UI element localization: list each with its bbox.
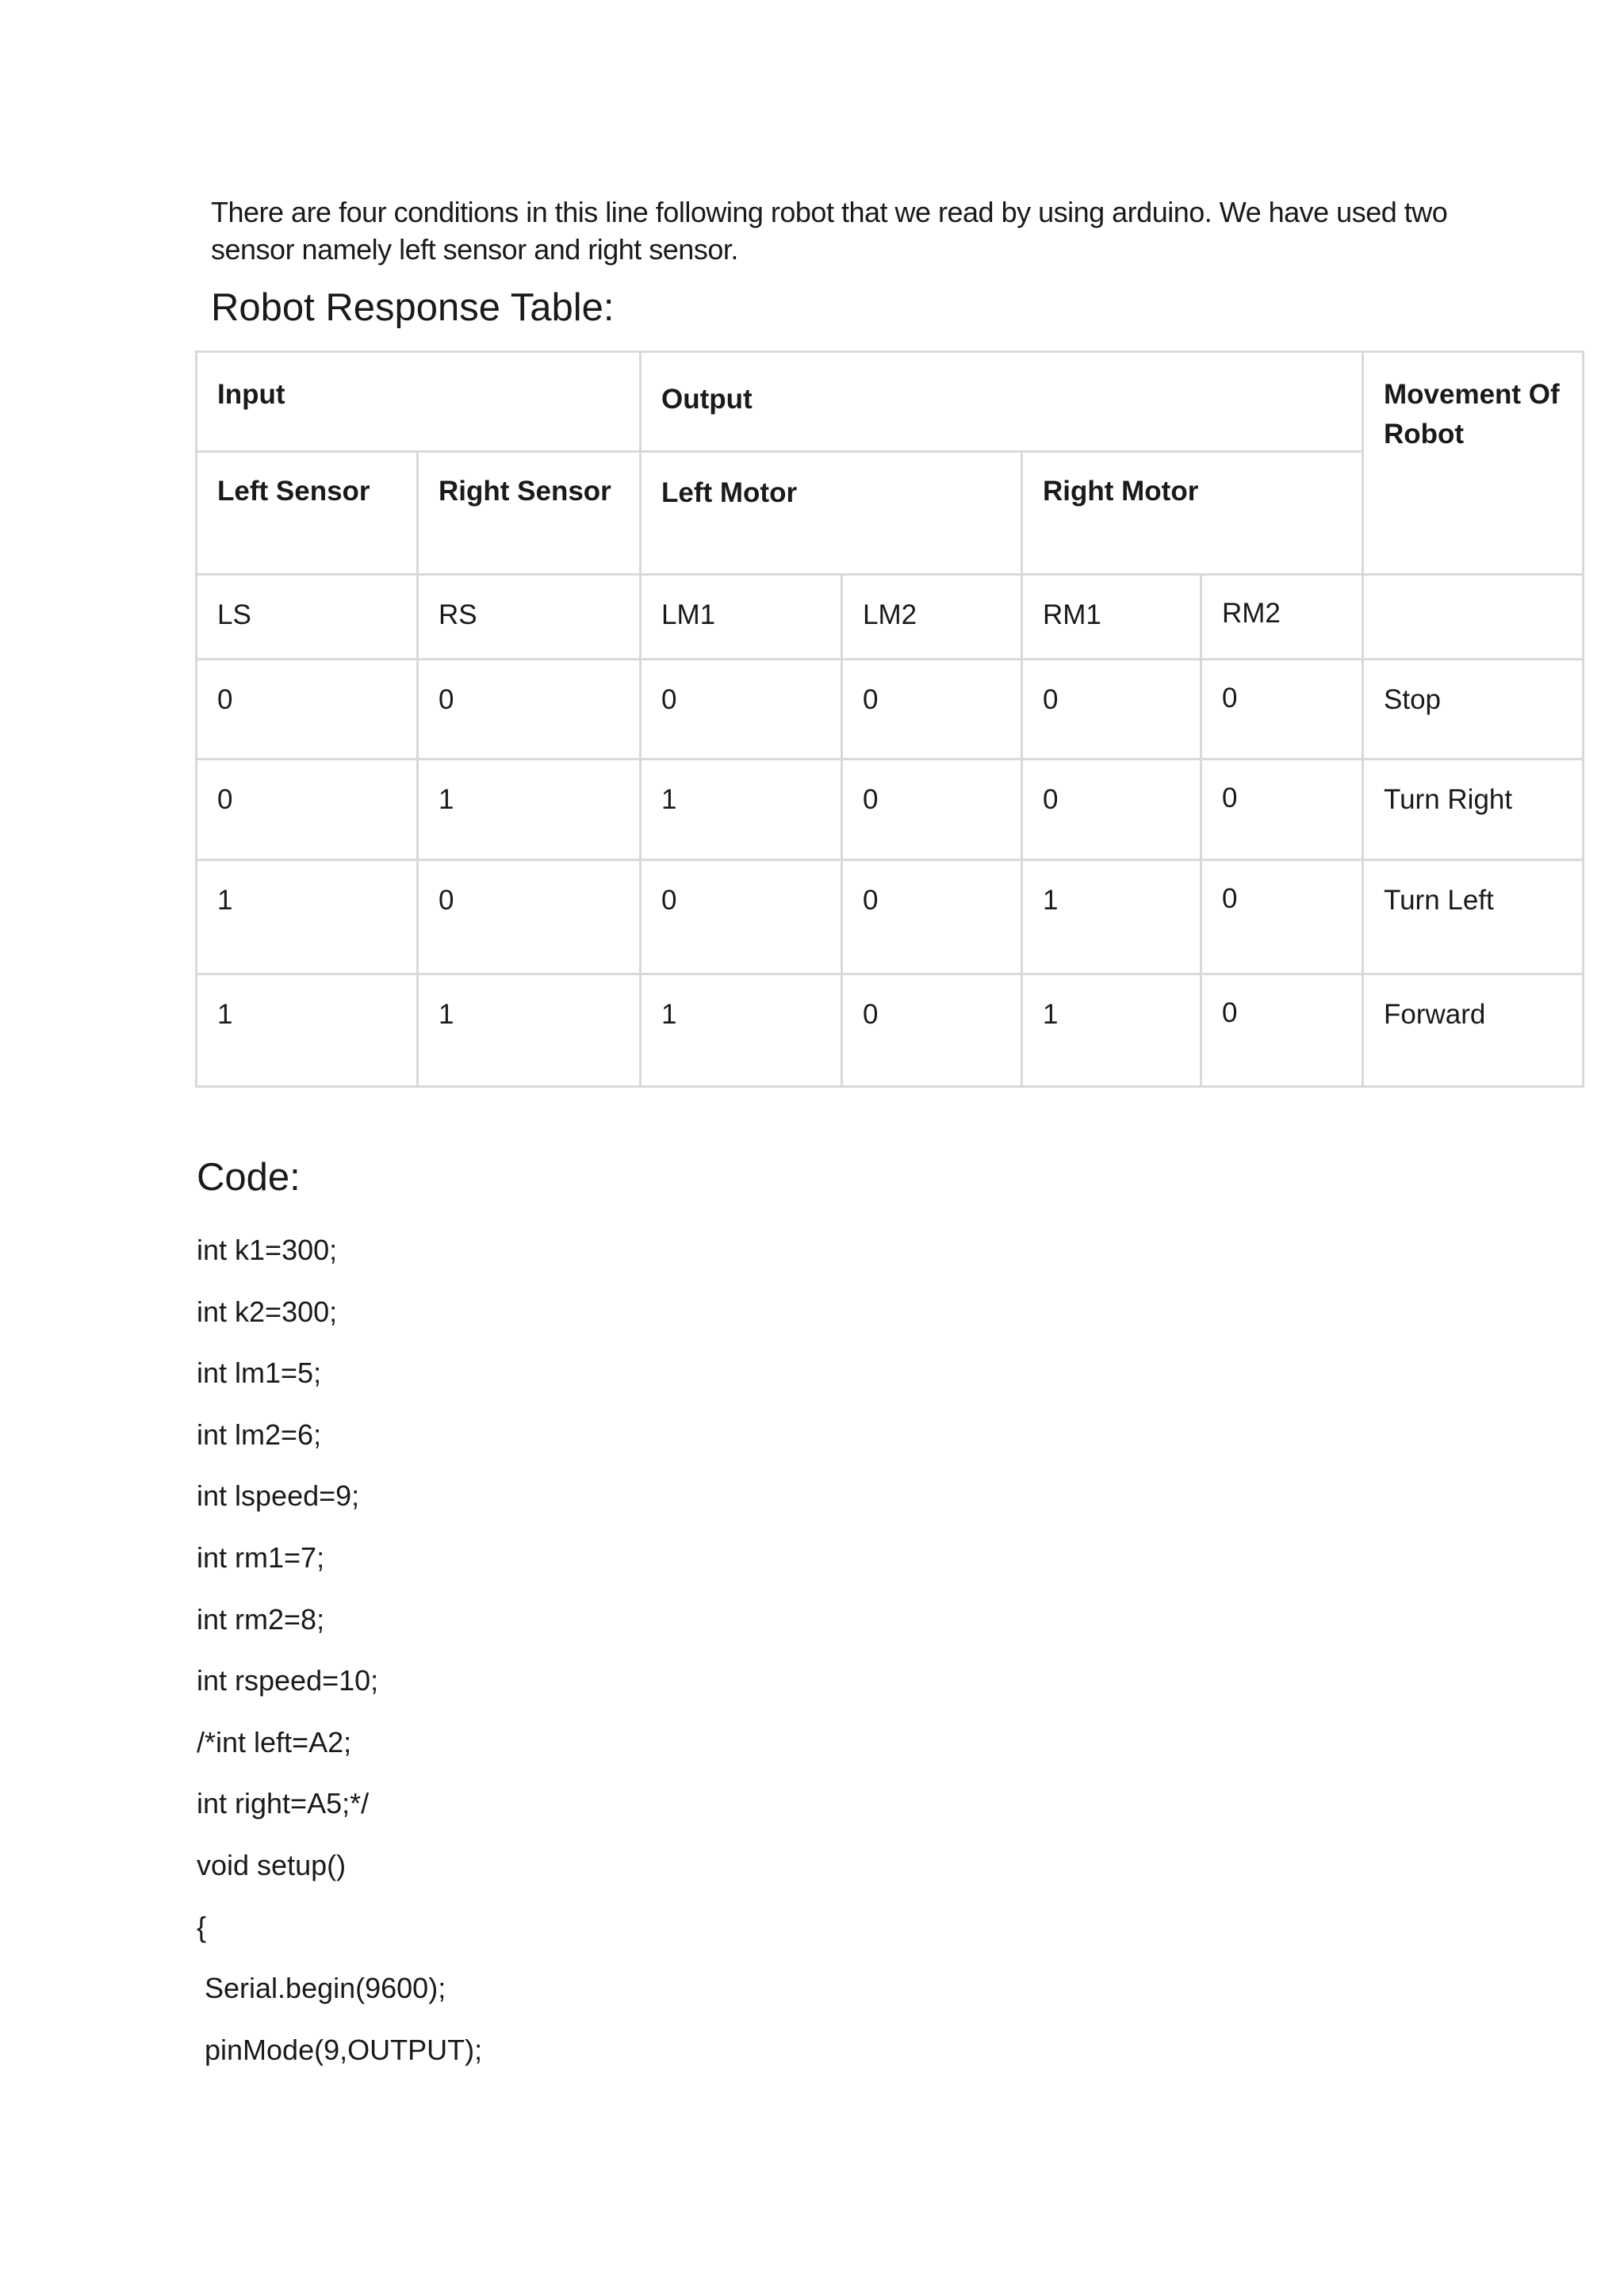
- table-cell: [842, 660, 1022, 760]
- table-cell: [1201, 660, 1363, 760]
- table-cell: [1201, 760, 1363, 860]
- cell-value: 0: [439, 885, 454, 916]
- column-label-cell: [1363, 575, 1584, 660]
- table-row: [197, 660, 1584, 760]
- cell-value: 0: [1222, 883, 1238, 914]
- code-block: [197, 1226, 482, 2087]
- robot-response-table: [195, 350, 1584, 1088]
- cell-value: 0: [863, 885, 879, 916]
- cell-value: 1: [1043, 885, 1059, 916]
- cell-value: 0: [439, 684, 454, 715]
- cell-value: 0: [217, 784, 233, 815]
- table-cell: [1022, 760, 1201, 860]
- code-line: int k1=300;: [197, 1234, 338, 1266]
- table-cell: [1022, 860, 1201, 974]
- table-cell: [842, 860, 1022, 974]
- column-label: RS: [439, 599, 477, 630]
- table-cell: [1363, 860, 1584, 974]
- table-cell: [197, 660, 418, 760]
- output-header: Output: [661, 384, 753, 415]
- right-sensor-header: Right Sensor: [439, 476, 611, 507]
- table-cell: [1363, 974, 1584, 1087]
- code-title: Code:: [197, 1156, 301, 1199]
- cell-value: 1: [217, 999, 233, 1030]
- cell-value: 1: [439, 784, 454, 815]
- table-cell: [1201, 860, 1363, 974]
- left-sensor-header: Left Sensor: [217, 476, 370, 507]
- code-line: int lm1=5;: [197, 1357, 322, 1390]
- movement-header-cell: [1363, 352, 1584, 575]
- table-header-row: [197, 352, 1584, 452]
- cell-value: 1: [661, 999, 677, 1030]
- right-motor-header-cell: [1022, 452, 1363, 575]
- table-cell: [641, 974, 842, 1087]
- code-line: {: [197, 1910, 207, 1943]
- column-label: LM2: [863, 599, 917, 630]
- movement-value: Turn Left: [1384, 885, 1494, 916]
- code-line: int rspeed=10;: [197, 1664, 379, 1697]
- table-cell: [197, 974, 418, 1087]
- table-cell: [197, 860, 418, 974]
- table-row: [197, 974, 1584, 1087]
- left-sensor-header-cell: [197, 452, 418, 575]
- column-label-cell: [1022, 575, 1201, 660]
- movement-header: Movement Of Robot: [1384, 379, 1560, 450]
- column-label-row: [197, 575, 1584, 660]
- cell-value: 0: [661, 684, 677, 715]
- column-label: RM1: [1043, 599, 1101, 630]
- code-line: /*int left=A2;: [197, 1725, 352, 1758]
- table-row: [197, 860, 1584, 974]
- column-label: [1384, 576, 1582, 598]
- cell-value: 0: [1222, 683, 1238, 714]
- cell-value: 1: [217, 885, 233, 916]
- column-label: RM2: [1222, 598, 1281, 629]
- cell-value: 0: [1043, 684, 1059, 715]
- table-cell: [197, 760, 418, 860]
- movement-value: Forward: [1384, 999, 1486, 1030]
- right-motor-header: Right Motor: [1043, 476, 1199, 507]
- column-label-cell: [641, 575, 842, 660]
- intro-paragraph: There are four conditions in this line following robot that we read by using arduino. We have used two sensor namely left sensor and right sensor.: [211, 196, 1448, 266]
- input-header: Input: [217, 379, 285, 410]
- table-cell: [418, 860, 641, 974]
- code-line: int rm2=8;: [197, 1602, 325, 1636]
- cell-value: 0: [1222, 783, 1238, 813]
- left-motor-header: Left Motor: [661, 477, 798, 508]
- cell-value: 1: [439, 999, 454, 1030]
- table-cell: [842, 974, 1022, 1087]
- cell-value: 0: [1222, 997, 1238, 1028]
- column-label: LM1: [661, 599, 716, 630]
- code-line: void setup(): [197, 1848, 347, 1881]
- table-cell: [418, 974, 641, 1087]
- left-motor-header-cell: [641, 452, 1022, 575]
- movement-value: Stop: [1384, 684, 1441, 715]
- code-line: int k2=300;: [197, 1295, 338, 1328]
- table-cell: [641, 760, 842, 860]
- cell-value: 0: [217, 684, 233, 715]
- code-line: int right=A5;*/: [197, 1787, 370, 1820]
- table-cell: [1022, 660, 1201, 760]
- table-cell: [418, 660, 641, 760]
- column-label: LS: [217, 599, 251, 630]
- input-header-cell: [197, 352, 641, 452]
- column-label-cell: [197, 575, 418, 660]
- code-line: pinMode(9,OUTPUT);: [197, 2033, 483, 2066]
- code-line: int lm2=6;: [197, 1418, 322, 1451]
- code-line: Serial.begin(9600);: [197, 1972, 446, 2005]
- table-cell: [1363, 760, 1584, 860]
- cell-value: 0: [863, 684, 879, 715]
- table-cell: [641, 860, 842, 974]
- cell-value: 0: [661, 885, 677, 916]
- column-label-cell: [1201, 575, 1363, 660]
- table-cell: [641, 660, 842, 760]
- code-line: int lspeed=9;: [197, 1479, 360, 1513]
- cell-value: 1: [661, 784, 677, 815]
- output-header-cell: [641, 352, 1363, 452]
- table-cell: [842, 760, 1022, 860]
- table-cell: [1363, 660, 1584, 760]
- cell-value: 0: [863, 784, 879, 815]
- table-cell: [1201, 974, 1363, 1087]
- column-label-cell: [842, 575, 1022, 660]
- cell-value: 1: [1043, 999, 1059, 1030]
- table-cell: [418, 760, 641, 860]
- cell-value: 0: [863, 999, 879, 1030]
- code-line: int rm1=7;: [197, 1540, 325, 1574]
- cell-value: 0: [1043, 784, 1059, 815]
- table-row: [197, 760, 1584, 860]
- table-title: Robot Response Table:: [211, 286, 615, 329]
- table-cell: [1022, 974, 1201, 1087]
- movement-value: Turn Right: [1384, 784, 1513, 815]
- right-sensor-header-cell: [418, 452, 641, 575]
- column-label-cell: [418, 575, 641, 660]
